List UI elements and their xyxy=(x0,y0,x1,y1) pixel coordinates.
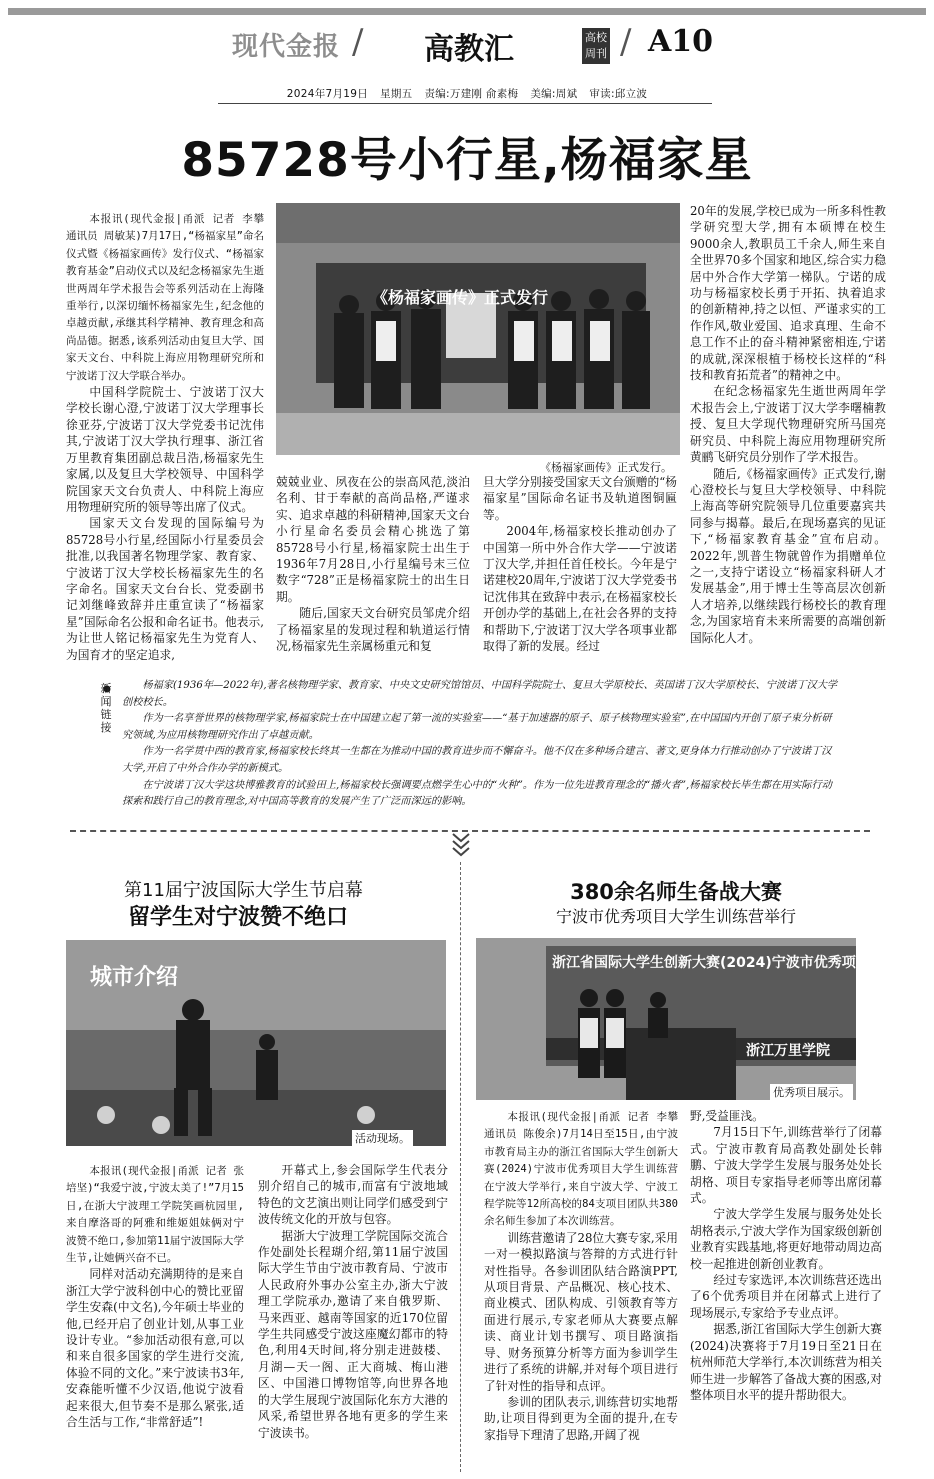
weekly-badge: 高校 周刊 xyxy=(582,28,610,64)
story2-headline: 留学生对宁波赞不绝口 xyxy=(128,905,349,930)
photo-banner-text: 浙江省国际大学生创新大赛(2024)宁波市优秀项目展示 xyxy=(552,955,898,971)
masthead-divider: / xyxy=(352,22,364,62)
story3-subheadline: 宁波市优秀项目大学生训练营举行 xyxy=(555,907,796,926)
photo-banner-school: 浙江万里学院 xyxy=(746,1043,830,1059)
story1-column-1: 本报讯(现代金报|甬派 记者 李攀 通讯员 周敏某)7月17日,“杨福家星”命名仪式暨《杨福家画传》发行仪式、“杨福家教育基金”启动仪式以及纪念杨福家先生逝世两周年学术报告会等系列活动在上海隆重举行,以深切缅怀杨福家先生,纪念他的卓越贡献,承继其科学精神、教育理念和高尚品德。据悉,该系列活动由复旦大学、国家天文台、中科院上海应用物理研究所和宁波诺丁汉大学联合举办。 中国科学院院士、宁波诺丁汉大学校长谢心澄,宁波诺丁汉大学理事长徐亚芬,宁波诺丁汉大学党委书记沈伟其,宁波诺丁汉大学执行理事、浙江省万里教育集团副总裁吕浩,杨福家先生家属,以及复旦大学校领导、中国科学院国家天文台负责人、中科院上海应用物理研究所的领导等出席了仪式。 国家天文台发现的国际编号为85728号小行星,经国际小行星委员会批准,以我国著名物理学家、教育家、宁波诺丁汉大学校长杨福家先生的名字命名。国家天文台台长、党委副书记刘继峰致辞并庄重宣读了“杨福家星”国际命名公报和命名证书。他表示,为让世人铭记杨福家先生为党育人、为国育才的坚定追求, xyxy=(66,213,264,662)
headline: 85728号小行星,杨福家星 xyxy=(181,133,753,188)
news-links-body: 杨福家(1936年—2022年),著名核物理学家、教育家、中央文史研究馆馆员、中国科学院院士、复旦大学原校长、英国诺丁汉大学原校长、宁波诺丁汉大学创校校长。 作为一名享誉世界的核物理学家,杨福家院士在中国建立起了第一流的实验室——“基于加速器的原子、原子核物理实验室”,在中国国内开创了原子束分析研究领域,为应用核物理研究作出了卓越贡献。 作为一名学贯中西的教育家,杨福家校长终其一生都在为推动中国的教育进步而不懈奋斗。他不仅在多种场合建言、著文,更身体力行推动创办了宁波诺丁汉大学,开启了中外合作办学的新模式。 在宁波诺丁汉大学这块博雅教育的试验田上,杨福家校长强调要点燃学生心中的“火种”。作为一位先进教育理念的“播火者”,杨福家校长毕生都在用实际行动探索和践行自己的教育理念,对中国高等教育的发展产生了广泛而深远的影响。 xyxy=(122,680,838,808)
story3-headline: 380余名师生备战大赛 xyxy=(570,880,782,904)
story1-column-4: 20年的发展,学校已成为一所多科性教学研究型大学,拥有本硕博在校生9000余人,教职员工千余人,师生来自全世界70多个国家和地区,综合实力稳居中外合作大学第一梯队。宁诺的成功与杨福家校长勇于开拓、执着追求的创新精神,持之以恒、严谨求实的工作作风,敬业爱国、追求真理、生命不息工作不止的奋斗精神紧密相连,宁诺的成就,深深根植于杨校长这样的“科技和教育拓荒者”的精神之中。 在纪念杨福家先生逝世两周年学术报告会上,宁波诺丁汉大学李曙楠教授、复旦大学现代物理研究所马国亮研究员、中科院上海应用物理研究所黄鹂飞研究员分别作了学术报告。 随后,《杨福家画传》正式发行,谢心澄校长与复旦大学校领导、中科院上海高等研究院领导几位重要嘉宾共同参与揭幕。最后,在现场嘉宾的见证下,“杨福家教育基金”宣布启动。2022年,凯普生物就曾作为捐赠单位之一,支持宁诺设立“杨福家科研人才发展基金”,用于博士生等高层次创新人才培养,以继续践行杨校长的教育理念,为国家培育未来所需要的高端创新国际化人才。 xyxy=(690,204,886,645)
ceremony-photo-caption: 《杨福家画传》正式发行。 xyxy=(540,461,672,474)
photo-banner-text: 《杨福家画传》正式发行 xyxy=(372,288,549,307)
section-name: 高教汇 xyxy=(424,32,514,67)
top-bar xyxy=(8,8,926,15)
story2-column-2: 开幕式上,参会国际学生代表分别介绍自己的城市,而富有宁波地域特色的文艺演出则让同学们感受到宁波传统文化的开放与包容。 据浙大宁波理工学院国际交流合作处副处长程瑚介绍,第11届宁波国际大学生节由宁波市教育局、宁波市人民政府外事办公室主办,浙大宁波理工学院承办,邀请了来自俄罗斯、马来西亚、越南等国家的近170位留学生共同感受宁波这座魔幻都市的特色,利用4天时间,将分别走进鼓楼、月湖—天一阁、正大商城、梅山港区、中国港口博物馆等,向世界各地的大学生展现宁波国际化东方大港的风采,希望世界各地有更多的学生来宁波读书。 xyxy=(258,1163,448,1440)
column-divider xyxy=(460,862,461,1472)
section-divider xyxy=(70,830,870,832)
project-photo-caption: 优秀项目展示。 xyxy=(770,1084,853,1100)
story1-column-3: 旦大学分别接受国家天文台颁赠的“杨福家星”国际命名证书及轨道图铜匾等。 2004年,杨福家校长推动创办了中国第一所中外合作大学——宁波诺丁汉大学,并担任首任校长。今年是宁诺建校20周年,宁波诺丁汉大学党委书记沈伟其在致辞中表示,在杨福家校长开创办学的基础上,在社会各界的支持和帮助下,宁波诺丁汉大学各项事业都取得了新的发展。经过 xyxy=(483,475,677,654)
photo-banner-text: 城市介绍 xyxy=(90,965,179,990)
ceremony-photo xyxy=(276,203,680,455)
story2-kicker: 第11届宁波国际大学生节启幕 xyxy=(124,880,363,901)
story3-column-2: 野,受益匪浅。 7月15日下午,训练营举行了闭幕式。宁波市教育局高教处副处长韩鹏、宁波大学学生发展与服务处处长胡格、项目专家指导老师等出席闭幕式。 宁波大学学生发展与服务处处长胡格表示,宁波大学作为国家级创新创业教育实践基地,将更好地带动周边高校一起推进创新创业教育。 经过专家选评,本次训练营还选出了6个优秀项目并在闭幕式上进行了现场展示,专家给予专业点评。 据悉,浙江省国际大学生创新大赛(2024)决赛将于7月19日至21日在杭州师范大学举行,本次训练营为相关师生进一步解答了备战大赛的困惑,对整体项目水平的提升帮助很大。 xyxy=(690,1109,882,1402)
paper-name: 现代金报 xyxy=(232,32,341,62)
festival-photo xyxy=(66,940,446,1146)
masthead-rule xyxy=(218,103,712,104)
story3-column-1: 本报讯(现代金报|甬派 记者 李攀 通讯员 陈俊余)7月14日至15日,由宁波市教育局主办的浙江省国际大学生创新大赛(2024)宁波市优秀项目大学生训练营在宁波大学举行,来自宁波大学、宁波工程学院等12所高校的84支项目团队共380余名师生参加了本次训练营。 训练营邀请了28位大赛专家,采用一对一模拟路演与答辩的方式进行针对性指导。各参训团队结合路演PPT,从项目背景、产品概况、核心技术、商业模式、团队构成、引领教育等方面进行展示,专家老师从大赛要点解读、商业计划书撰写、项目路演指导、财务预算分析等方面为参训学生进行了系统的讲解,并对每个项目进行了针对性的指导和点评。 参训的团队表示,训练营切实地帮助,让项目得到更为全面的提升,在专家指导下理清了思路,开阔了视 xyxy=(484,1111,678,1442)
chevron-down-icon xyxy=(452,832,470,861)
page-number: A10 xyxy=(648,24,714,59)
masthead-divider: / xyxy=(620,22,632,62)
festival-photo-caption: 活动现场。 xyxy=(352,1130,413,1146)
story2-column-1: 本报讯(现代金报|甬派 记者 张培坚)“我爱宁波,宁波太美了!”7月15日,在浙大宁波理工学院笑画杭园里,来自摩洛哥的阿雅和维姬姐妹俩对宁波赞不绝口,参加第11届宁波国际大学生节,让她俩兴奋不已。 同样对活动充满期待的是来自浙江大学宁波科创中心的赞比亚留学生安森(中文名),今年硕士毕业的他,已经开启了创业计划,从事工业设计专业。“参加活动很有意,可以和来自很多国家的学生进行交流,体验不同的文化。”来宁波读书3年,安森能听懂不少汉语,他说宁波看起来很大,但节奏不是那么紧张,适合生活与工作,“非常舒适”! xyxy=(66,1165,244,1430)
project-photo xyxy=(476,938,898,1100)
news-links-tag: 新 闻 链 接 xyxy=(100,682,112,734)
story1-column-2: 兢兢业业、夙夜在公的崇高风范,淡泊名利、甘于奉献的高尚品格,严谨求实、追求卓越的科研精神,国家天文台小行星命名委员会精心挑选了第85728号小行星,杨福家院士出生于1936年7月28日,小行星编号末三位数字“728”正是杨福家院士的出生日期。 随后,国家天文台研究员邹虎介绍了杨福家星的发现过程和轨道运行情况,杨福家先生亲属杨重元和复 xyxy=(276,475,470,654)
dateline: 2024年7月19日 星期五 责编:万建刚 俞素梅 美编:周斌 审读:邱立波 xyxy=(286,88,648,100)
